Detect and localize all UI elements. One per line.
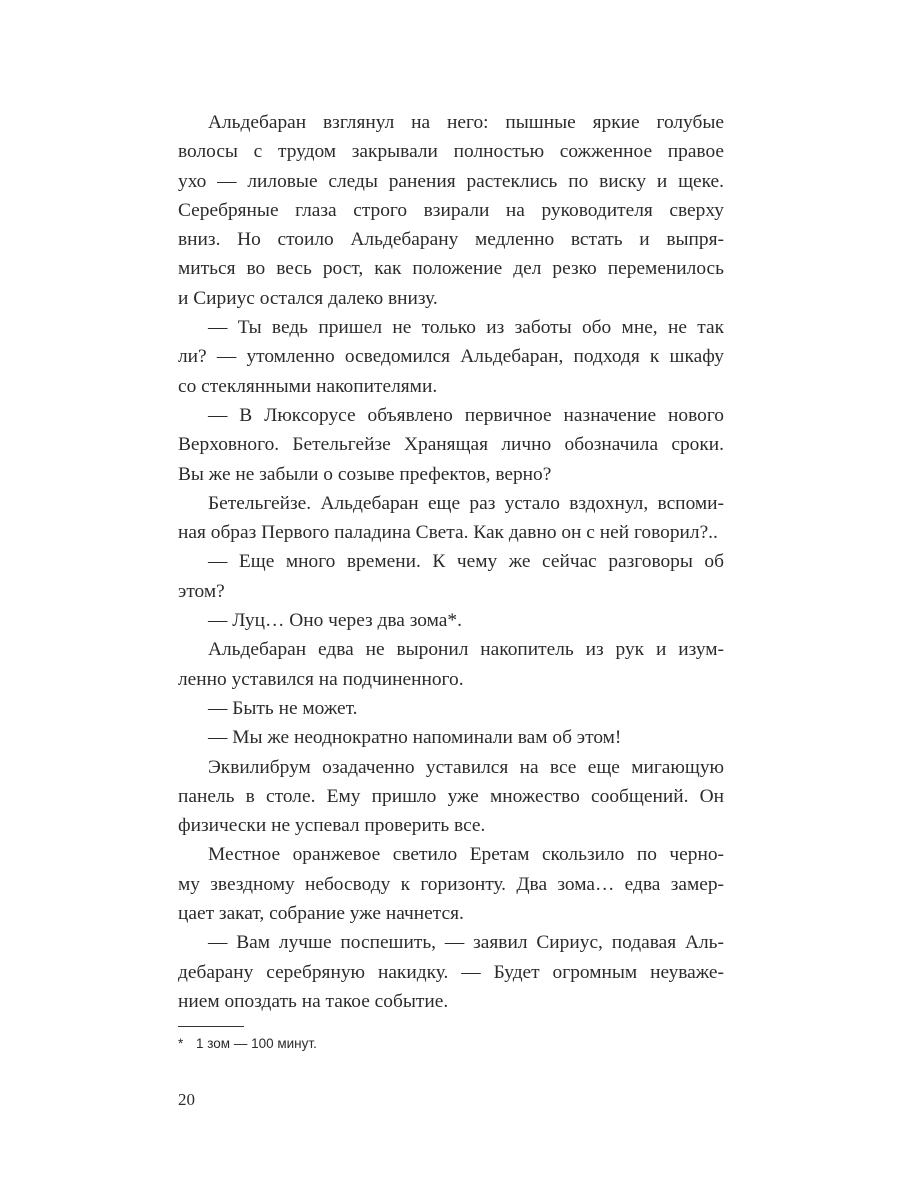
text-line: — Быть не может. — [208, 697, 358, 719]
text-line: му звездному небосводу к горизонту. Два зома… едва замер- — [178, 873, 724, 895]
footnote — [178, 1036, 317, 1051]
text-line: Альдебаран едва не выронил накопитель из рук и изум- — [208, 639, 724, 661]
text-line: ли? — утомленно осведомился Альдебаран, подходя к шкафу — [178, 346, 724, 368]
text-line: — Мы же неоднократно напоминали вам об этом! — [208, 727, 622, 749]
page-number: 20 — [178, 1090, 195, 1109]
footnote-divider — [178, 1026, 244, 1027]
text-line: Альдебаран взглянул на него: пышные яркие голубые — [208, 112, 724, 133]
paragraph — [178, 401, 724, 489]
footnote-mark: * — [178, 1036, 184, 1051]
paragraph — [178, 753, 724, 841]
text-line: ная образ Первого паладина Света. Как давно он с ней говорил?.. — [178, 522, 718, 544]
text-line: со стеклянными накопителями. — [178, 375, 438, 397]
paragraph — [178, 840, 724, 928]
paragraph — [178, 635, 724, 694]
text-line: Серебряные глаза строго взирали на руководителя сверху — [178, 199, 724, 221]
text-line: Вы же не забыли о созыве префектов, верно? — [178, 463, 552, 485]
text-line: Бетельгейзе. Альдебаран еще раз устало вздохнул, вспоми- — [208, 492, 724, 514]
text-line: панель в столе. Ему пришло уже множество сообщений. Он — [178, 785, 724, 807]
text-line: Верховного. Бетельгейзе Хранящая лично обозначила сроки. — [178, 434, 724, 456]
text-line: Местное оранжевое светило Еретам скользило по черно- — [208, 844, 724, 866]
text-line: нием опоздать на такое событие. — [178, 990, 449, 1012]
text-line: этом? — [178, 580, 225, 602]
text-line: Эквилибрум озадаченно уставился на все еще мигающую — [208, 756, 724, 778]
body-text — [178, 108, 724, 1016]
paragraph — [178, 606, 724, 635]
paragraph — [178, 547, 724, 606]
paragraph — [178, 489, 724, 548]
text-line: физически не успевал проверить все. — [178, 815, 486, 837]
text-line: ленно уставился на подчиненного. — [178, 668, 464, 690]
paragraph — [178, 723, 724, 752]
text-line: — Вам лучше поспешить, — заявил Сириус, подавая Аль- — [208, 932, 724, 954]
text-line: ухо — лиловые следы ранения растеклись по виску и щеке. — [178, 170, 724, 192]
text-line: — В Люксорусе объявлено первичное назначение нового — [208, 404, 724, 426]
text-line: — Еще много времени. К чему же сейчас разговоры об — [208, 551, 724, 573]
paragraph — [178, 928, 724, 1016]
text-line: волосы с трудом закрывали полностью сожженное правое — [178, 141, 724, 163]
text-line: — Луц… Оно через два зома*. — [208, 610, 462, 632]
text-line: вниз. Но стоило Альдебарану медленно встать и выпря- — [178, 229, 724, 251]
text-line: и Сириус остался далеко внизу. — [178, 287, 438, 309]
text-line: дебарану серебряную накидку. — Будет огромным неуваже- — [178, 961, 724, 983]
paragraph — [178, 108, 724, 313]
text-line: миться во весь рост, как положение дел резко переменилось — [178, 258, 724, 280]
text-line: цает закат, собрание уже начнется. — [178, 903, 464, 925]
text-line: — Ты ведь пришел не только из заботы обо мне, не так — [208, 317, 724, 339]
paragraph — [178, 313, 724, 401]
paragraph — [178, 694, 724, 723]
footnote-text: 1 зом — 100 минут. — [196, 1036, 317, 1051]
